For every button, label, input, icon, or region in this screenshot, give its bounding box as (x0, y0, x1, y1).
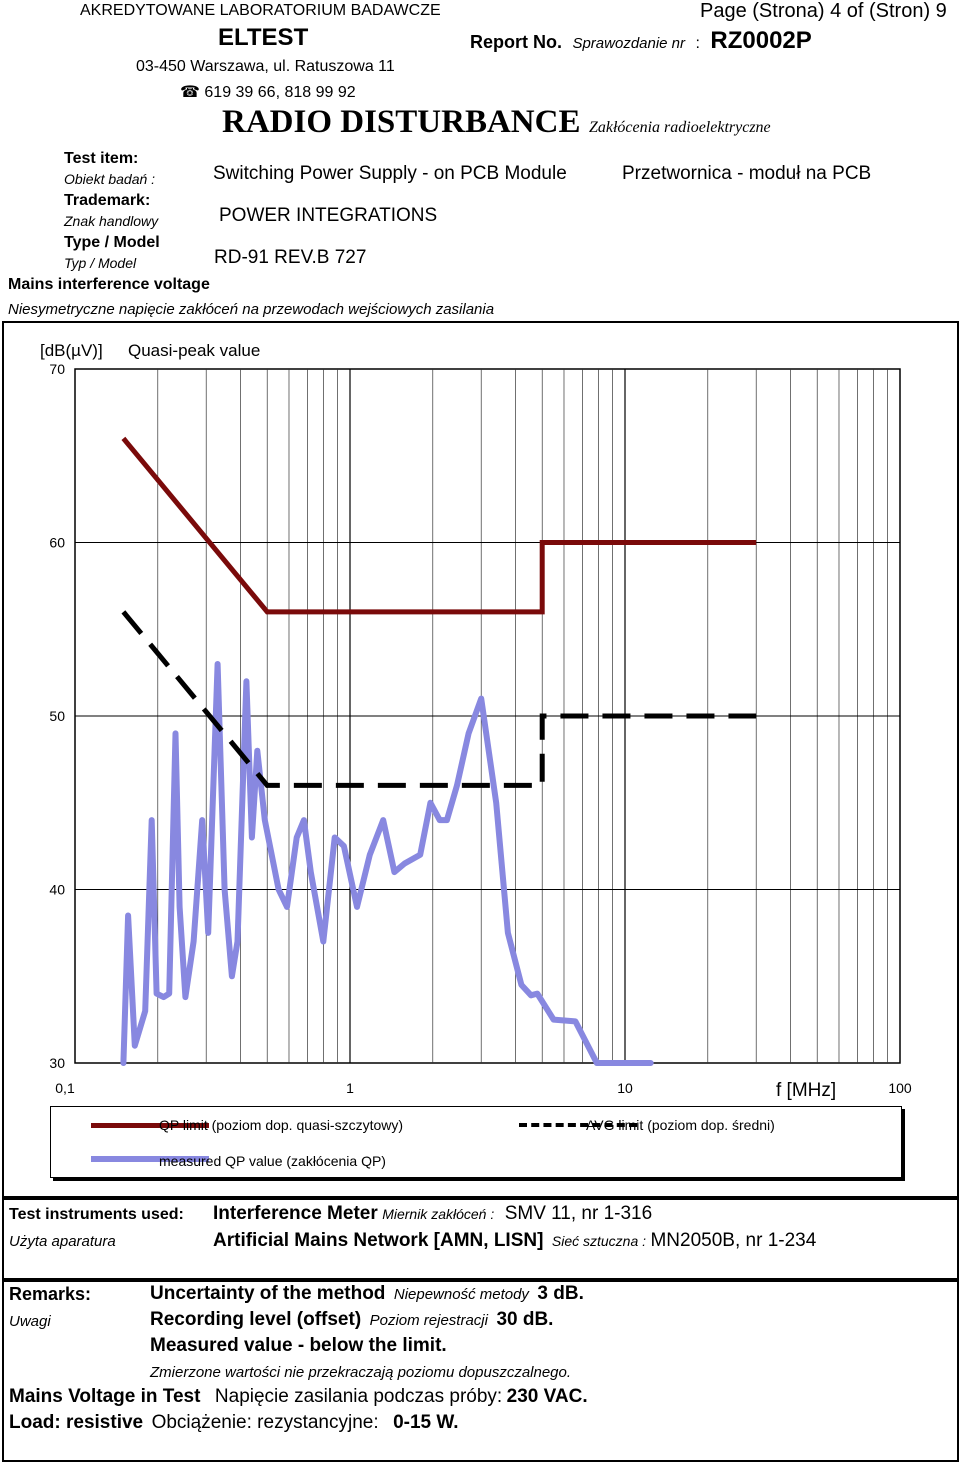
y-axis-label: [dB(µV)] (40, 341, 103, 360)
x-axis-label: f [MHz] (776, 1080, 837, 1101)
load-row (9, 1412, 459, 1434)
x-tick-label: 10 (617, 1080, 633, 1096)
report-label: Report No. (470, 32, 562, 52)
instrument-1-value: SMV 11, nr 1-316 (504, 1203, 653, 1224)
measurement-label-pl: Niesymetryczne napięcie zakłóceń na przewodach wejściowych zasilania (8, 301, 495, 318)
lab-phone: 619 39 66, 818 99 92 (204, 84, 356, 101)
remark-result-pl: Zmierzone wartości nie przekraczają poziomu dopuszczalnego. (150, 1364, 572, 1381)
instrument-2-value: MN2050B, nr 1-234 (650, 1230, 817, 1251)
remark-2-text: Recording level (offset) (150, 1309, 362, 1330)
voltage-label: Mains Voltage in Test (9, 1386, 201, 1407)
voltage-label-pl: Napięcie zasilania podczas próby: (214, 1386, 503, 1407)
remark-1-text: Uncertainty of the method (150, 1283, 386, 1304)
x-tick-label: 0,1 (55, 1080, 75, 1096)
remarks-label: Remarks: (9, 1284, 92, 1304)
lab-short-name: ELTEST (218, 24, 309, 51)
report-label-pl: Sprawozdanie nr (572, 35, 686, 52)
test-item-label: Test item: (64, 150, 139, 167)
remark-result: Measured value - below the limit. (150, 1335, 447, 1356)
remarks-label-pl: Uwagi (9, 1313, 51, 1330)
lab-name: AKREDYTOWANE LABORATORIUM BADAWCZE (80, 2, 441, 19)
remark-2-value: 30 dB. (496, 1309, 554, 1330)
instrument-2-name-pl: Sieć sztuczna : (551, 1233, 647, 1249)
legend-avg-label: AVG limit (poziom dop. średni) (586, 1117, 775, 1133)
phone-icon: ☎ (180, 84, 200, 101)
report-colon: : (695, 35, 700, 52)
legend-qp-label: QP limit (poziom dop. quasi-szczytowy) (159, 1117, 404, 1133)
title-sub: Zakłócenia radioelektryczne (588, 119, 771, 136)
remark-1-value: 3 dB. (537, 1283, 584, 1304)
type-value: RD-91 REV.B 727 (214, 247, 367, 268)
y-tick-label: 30 (49, 1055, 65, 1071)
y-axis-note: Quasi-peak value (128, 341, 261, 360)
y-tick-label: 60 (49, 534, 65, 551)
type-label: Type / Model (64, 234, 160, 251)
chart-grid (75, 369, 900, 1063)
instrument-1-name-pl: Miernik zakłóceń : (382, 1206, 495, 1222)
trademark-label: Trademark: (64, 192, 151, 209)
instruments-label: Test instruments used: (9, 1206, 184, 1223)
test-item-value-pl: Przetwornica - moduł na PCB (622, 163, 872, 184)
measurement-label: Mains interference voltage (8, 276, 210, 293)
lab-address: 03-450 Warszawa, ul. Ratuszowa 11 (136, 58, 395, 75)
type-label-pl: Typ / Model (64, 255, 137, 271)
remark-uncertainty (150, 1283, 584, 1305)
instrument-row-2 (213, 1230, 816, 1252)
trademark-value: POWER INTEGRATIONS (219, 205, 438, 226)
y-tick-label: 40 (49, 881, 65, 898)
y-tick-label: 70 (49, 361, 65, 377)
remark-1-text-pl: Niepewność metody (393, 1286, 529, 1303)
chart-legend (50, 1106, 902, 1178)
legend-measured-label: measured QP value (zakłócenia QP) (159, 1153, 386, 1169)
test-item-label-pl: Obiekt badań : (64, 171, 156, 187)
instruments-label-pl: Użyta aparatura (9, 1233, 116, 1250)
title-main: RADIO DISTURBANCE (222, 104, 581, 140)
voltage-value: 230 VAC. (506, 1386, 588, 1407)
mains-voltage-row (9, 1386, 588, 1408)
x-tick-label: 1 (346, 1080, 354, 1096)
page-indicator: Page (Strona) 4 of (Stron) 9 (700, 0, 947, 22)
load-label: Load: resistive (9, 1412, 144, 1433)
trademark-label-pl: Znak handlowy (64, 213, 159, 229)
report-number: RZ0002P (710, 27, 812, 54)
instrument-1-name: Interference Meter (213, 1203, 378, 1224)
x-tick-label: 100 (888, 1080, 912, 1096)
remark-offset (150, 1309, 553, 1331)
instrument-row-1 (213, 1203, 652, 1225)
test-item-value: Switching Power Supply - on PCB Module (213, 163, 567, 184)
y-tick-label: 50 (49, 708, 65, 724)
remark-2-text-pl: Poziom rejestracji (369, 1312, 488, 1329)
load-label-pl: Obciążenie: rezystancyjne: (151, 1412, 379, 1433)
instrument-2-name: Artificial Mains Network [AMN, LISN] (213, 1230, 544, 1251)
load-value: 0-15 W. (393, 1412, 459, 1433)
